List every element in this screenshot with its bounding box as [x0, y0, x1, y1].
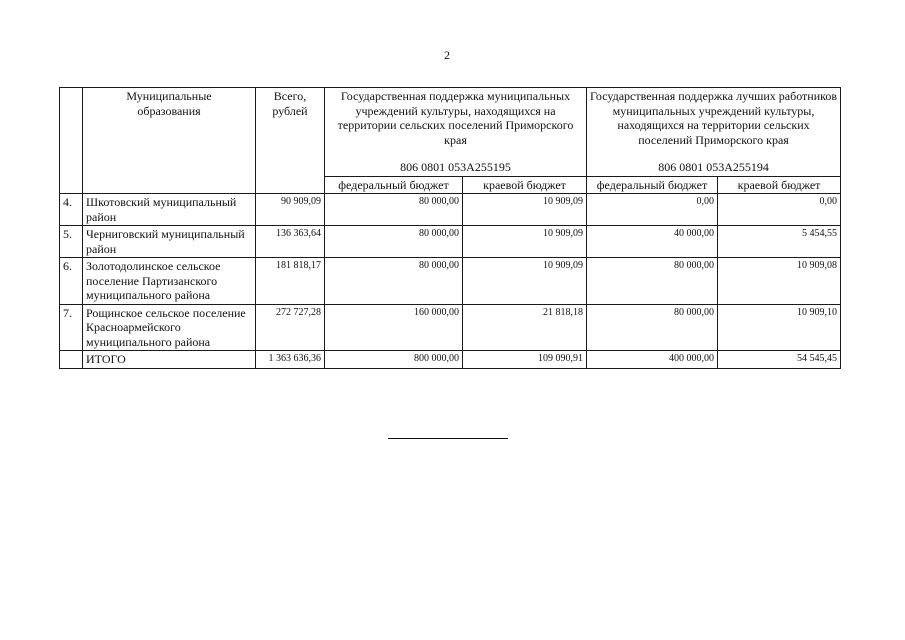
end-separator-line [388, 438, 508, 439]
row-total: 272 727,28 [256, 304, 325, 351]
total-p2-regional: 54 545,45 [718, 351, 841, 369]
row-p1-federal: 80 000,00 [325, 258, 463, 305]
total-sum: 1 363 636,36 [256, 351, 325, 369]
page-number: 2 [444, 48, 450, 62]
row-p2-regional: 5 454,55 [718, 226, 841, 258]
row-index: 5. [60, 226, 83, 258]
row-p1-regional: 21 818,18 [463, 304, 587, 351]
program-2-code: 806 0801 053А255194 [658, 160, 769, 174]
table-row [60, 194, 841, 226]
row-p2-federal: 40 000,00 [587, 226, 718, 258]
row-index: 7. [60, 304, 83, 351]
row-p2-regional: 10 909,08 [718, 258, 841, 305]
subheader-p1-regional: краевой бюджет [463, 176, 587, 194]
row-p1-regional: 10 909,09 [463, 258, 587, 305]
subheader-p2-federal: федеральный бюджет [587, 176, 718, 194]
header-program-2 [587, 88, 841, 177]
funding-table [59, 87, 841, 369]
total-p1-federal: 800 000,00 [325, 351, 463, 369]
row-total: 181 818,17 [256, 258, 325, 305]
row-name: Шкотовский муниципальный район [83, 194, 256, 226]
row-total: 90 909,09 [256, 194, 325, 226]
table-row [60, 226, 841, 258]
header-municipal: Муниципальные образования [83, 88, 256, 194]
subheader-p1-federal: федеральный бюджет [325, 176, 463, 194]
row-p2-regional: 0,00 [718, 194, 841, 226]
row-p1-regional: 10 909,09 [463, 226, 587, 258]
row-p1-federal: 80 000,00 [325, 226, 463, 258]
total-p1-regional: 109 090,91 [463, 351, 587, 369]
total-label: ИТОГО [83, 351, 256, 369]
header-index-cell [60, 88, 83, 194]
header-program-1 [325, 88, 587, 177]
row-p1-regional: 10 909,09 [463, 194, 587, 226]
row-name: Рощинское сельское поселение Красноармейского муниципального района [83, 304, 256, 351]
header-total: Всего, рублей [256, 88, 325, 194]
program-2-title: Государственная поддержка лучших работников муниципальных учреждений культуры, находящихся на территории сельских поселений Приморского края [590, 89, 838, 147]
row-p2-regional: 10 909,10 [718, 304, 841, 351]
row-p1-federal: 160 000,00 [325, 304, 463, 351]
row-total: 136 363,64 [256, 226, 325, 258]
row-p2-federal: 0,00 [587, 194, 718, 226]
row-name: Черниговский муниципальный район [83, 226, 256, 258]
table-row [60, 304, 841, 351]
subheader-p2-regional: краевой бюджет [718, 176, 841, 194]
row-name: Золотодолинское сельское поселение Партизанского муниципального района [83, 258, 256, 305]
header-row [60, 88, 841, 177]
total-p2-federal: 400 000,00 [587, 351, 718, 369]
row-index: 4. [60, 194, 83, 226]
program-1-code: 806 0801 053А255195 [400, 160, 511, 174]
total-row [60, 351, 841, 369]
program-1-title: Государственная поддержка муниципальных учреждений культуры, находящихся на территории сельских поселений Приморского края [337, 89, 574, 147]
total-index-cell [60, 351, 83, 369]
row-p2-federal: 80 000,00 [587, 258, 718, 305]
row-p1-federal: 80 000,00 [325, 194, 463, 226]
row-index: 6. [60, 258, 83, 305]
row-p2-federal: 80 000,00 [587, 304, 718, 351]
table-row [60, 258, 841, 305]
